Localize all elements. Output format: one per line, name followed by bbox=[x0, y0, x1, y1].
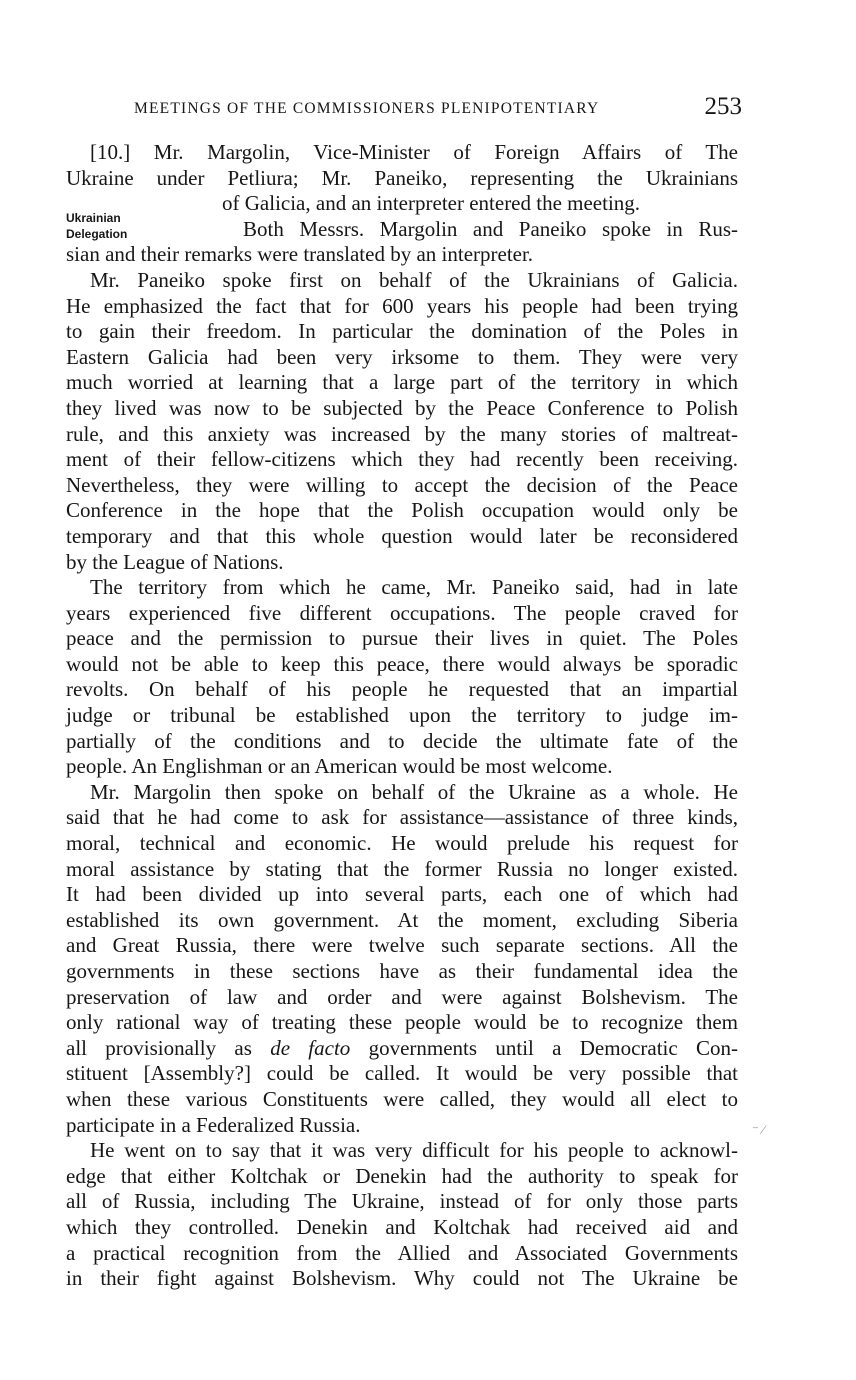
text-line: governments in these sections have as their fundamental idea the bbox=[66, 959, 738, 983]
text-line: sian and their remarks were translated by an interpreter. bbox=[66, 242, 534, 267]
text-line: revolts. On behalf of his people he requested that an impartial bbox=[66, 677, 738, 702]
text-line: a practical recognition from the Allied and Associated Governments bbox=[66, 1240, 738, 1265]
italic-phrase: de facto bbox=[270, 1035, 351, 1060]
text-line: when these various Constituents were called, they would all elect to bbox=[66, 1086, 738, 1111]
text-line: judge or tribunal be established upon the territory to judge im- bbox=[66, 703, 738, 728]
text-line: partially of the conditions and to decide the ultimate fate of the bbox=[66, 728, 738, 753]
text-line: Mr. Paneiko spoke first on behalf of the Ukrainians of Galicia. bbox=[90, 267, 738, 292]
text-line: participate in a Federalized Russia. bbox=[66, 1112, 361, 1137]
running-title: MEETINGS OF THE COMMISSIONERS PLENIPOTENTIARY bbox=[134, 100, 600, 117]
text-line: much worried at learning that a large part of the territory in which bbox=[66, 370, 738, 395]
text-line: Conference in the hope that the Polish occupation would only be bbox=[66, 498, 738, 523]
text-line: by the League of Nations. bbox=[66, 549, 284, 574]
running-head bbox=[66, 93, 742, 122]
text-line: moral, technical and economic. He would prelude his request for bbox=[66, 831, 738, 856]
text-line: and Great Russia, there were twelve such separate sections. All the bbox=[66, 933, 738, 958]
text-line: temporary and that this whole question would later be reconsidered bbox=[66, 523, 738, 548]
text-line: stituent [Assembly?] could be called. It would be very possible that bbox=[66, 1061, 738, 1086]
text-run: governments until a Democratic Con- bbox=[350, 1035, 739, 1060]
text-line: would not be able to keep this peace, there would always be sporadic bbox=[66, 651, 738, 676]
text-line: Nevertheless, they were willing to accept the decision of the Peace bbox=[66, 472, 738, 497]
text-line: ment of their fellow-citizens which they had recently been receiving. bbox=[66, 447, 738, 472]
text-line: all of Russia, including The Ukraine, instead of for only those parts bbox=[66, 1189, 738, 1214]
text-line: rule, and this anxiety was increased by the many stories of maltreat- bbox=[66, 421, 738, 446]
text-line: Ukraine under Petliura; Mr. Paneiko, representing the Ukrainians bbox=[66, 165, 738, 190]
page-number: 253 bbox=[704, 93, 742, 120]
paragraph-koltchak-denekin bbox=[66, 1138, 738, 1292]
text-line: in their fight against Bolshevism. Why could not The Ukraine be bbox=[66, 1266, 738, 1291]
margin-note-line: Ukrainian bbox=[66, 211, 121, 225]
text-line: It had been divided up into several parts, each one of which had bbox=[66, 882, 738, 907]
text-line: people. An Englishman or an American would be most welcome. bbox=[66, 754, 613, 779]
paragraph-delegation-entry bbox=[66, 140, 738, 268]
text-line: edge that either Koltchak or Denekin had the authority to speak for bbox=[66, 1163, 738, 1188]
paragraph-paneiko-occupations bbox=[66, 575, 738, 780]
text-run: all provisionally as bbox=[66, 1035, 271, 1060]
text-line: they lived was now to be subjected by the Peace Conference to Polish bbox=[66, 395, 738, 420]
body-text bbox=[66, 140, 738, 1292]
margin-note-line: Delegation bbox=[66, 227, 128, 241]
paragraph-margolin-assistance bbox=[66, 780, 738, 1138]
text-line: He went on to say that it was very difficult for his people to acknowl- bbox=[90, 1138, 738, 1163]
text-line: which they controlled. Denekin and Koltchak had received aid and bbox=[66, 1214, 738, 1239]
text-line: only rational way of treating these people would be to recognize them bbox=[66, 1010, 738, 1035]
text-line: established its own government. At the moment, excluding Siberia bbox=[66, 907, 738, 932]
text-line: years experienced five different occupations. The people craved for bbox=[66, 600, 738, 625]
text-line: said that he had come to ask for assistance—assistance of three kinds, bbox=[66, 805, 738, 830]
text-line bbox=[66, 1036, 738, 1062]
text-line: He emphasized the fact that for 600 years his people had been trying bbox=[66, 293, 738, 318]
text-line: to gain their freedom. In particular the domination of the Poles in bbox=[66, 319, 738, 344]
text-line: Mr. Margolin then spoke on behalf of the Ukraine as a whole. He bbox=[90, 779, 738, 804]
text-line: Eastern Galicia had been very irksome to them. They were very bbox=[66, 344, 738, 369]
text-line: [10.] Mr. Margolin, Vice-Minister of Foreign Affairs of The bbox=[90, 140, 738, 164]
text-line: of Galicia, and an interpreter entered the meeting. bbox=[222, 191, 641, 216]
margin-stray-mark: ⁻ ⁄ bbox=[752, 1122, 765, 1137]
text-line: peace and the permission to pursue their lives in quiet. The Poles bbox=[66, 626, 738, 651]
text-line: Both Messrs. Margolin and Paneiko spoke in Rus- bbox=[243, 216, 738, 241]
paragraph-paneiko-galicia bbox=[66, 268, 738, 575]
text-line: preservation of law and order and were against Bolshevism. The bbox=[66, 984, 738, 1009]
text-line: moral assistance by stating that the former Russia no longer existed. bbox=[66, 856, 738, 881]
text-line: The territory from which he came, Mr. Paneiko said, had in late bbox=[90, 575, 738, 600]
